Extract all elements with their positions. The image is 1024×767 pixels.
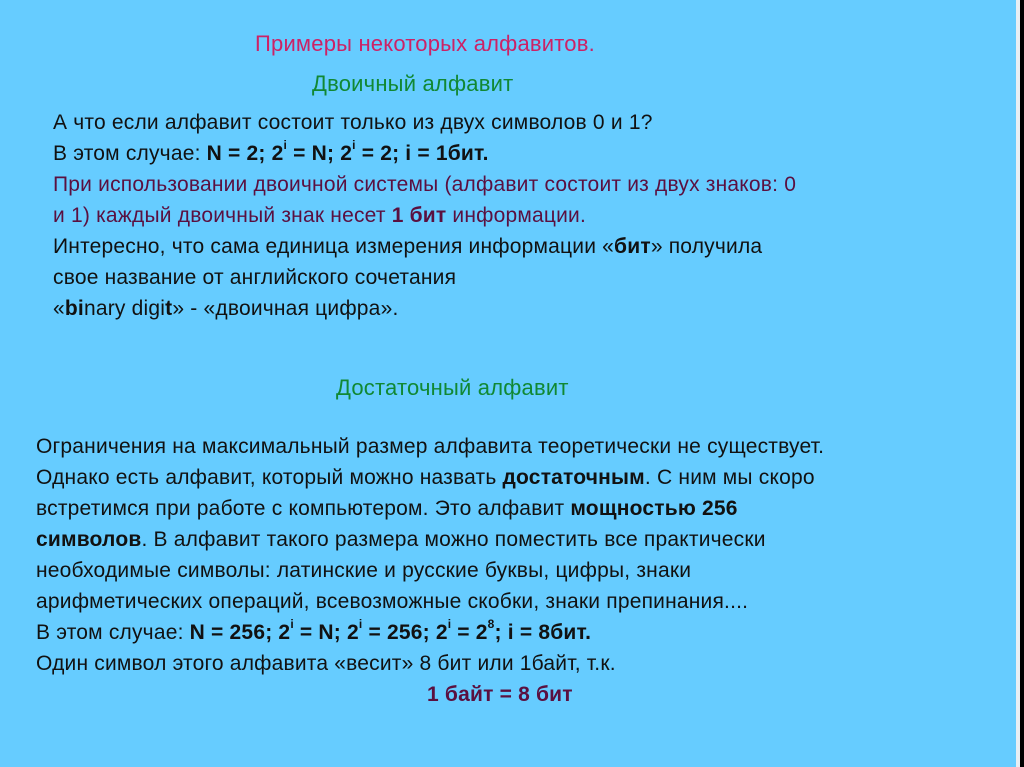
sufficient-line-5: необходимые символы: латинские и русские буквы, цифры, знаки — [36, 559, 692, 582]
bit-highlight: бит — [614, 235, 651, 258]
binary-formula-line — [53, 140, 489, 168]
sufficient-line-3: встретимся при работе с компьютером. Это алфавит мощностью 256 — [36, 497, 738, 520]
sufficient-line-8: Один символ этого алфавита «весит» 8 бит или 1байт, т.к. — [36, 652, 616, 675]
byte-equation: 1 байт = 8 бит — [427, 683, 573, 706]
sufficient-line-4: символов. В алфавит такого размера можно поместить все практически — [36, 528, 766, 551]
sufficient-formula-line: В этом случае: N = 256; $2^i = N$; $2^i = 256$; $2^i = 2^8$; i = 8бит. — [36, 617, 592, 644]
binary-paragraph-2-line-3: «binary digit» - «двоичная цифра». — [53, 297, 399, 320]
binary-paragraph-1-line-1: При использовании двоичной системы (алфавит состоит из двух знаков: 0 — [53, 173, 797, 196]
sufficient-line-2: Однако есть алфавит, который можно назвать достаточным. С ним мы скоро — [36, 466, 815, 489]
sufficient-line-1: Ограничения на максимальный размер алфавита теоретически не существует. — [36, 435, 825, 458]
binary-paragraph-2-line-1: Интересно, что сама единица измерения информации «бит» получила — [53, 235, 763, 258]
binary-heading: Двоичный алфавит — [312, 71, 514, 96]
binary-paragraph-1-line-2: и 1) каждый двоичный знак несет 1 бит информации. — [53, 204, 587, 227]
sufficient-line-6: арифметических операций, всевозможные скобки, знаки препинания.... — [36, 590, 749, 613]
case-prefix: В этом случае: — [53, 142, 207, 165]
binary-question: А что если алфавит состоит только из двух символов 0 и 1? — [53, 111, 653, 134]
sufficient-highlight: достаточным — [502, 466, 645, 489]
binary-paragraph-2-line-2: свое название от английского сочетания — [53, 266, 457, 289]
binary-formula: N = 2; $2^i = N$; $2^i = 2$; i = 1бит. — [206, 138, 489, 165]
sufficient-formula: N = 256; $2^i = N$; $2^i = 256$; $2^i = 2^8$; i = 8бит. — [189, 617, 592, 644]
sufficient-heading: Достаточный алфавит — [336, 375, 569, 400]
slide-title: Примеры некоторых алфавитов. — [255, 31, 595, 56]
power-256-highlight: мощностью 256 — [570, 497, 738, 520]
one-bit-highlight: 1 бит — [391, 204, 447, 227]
